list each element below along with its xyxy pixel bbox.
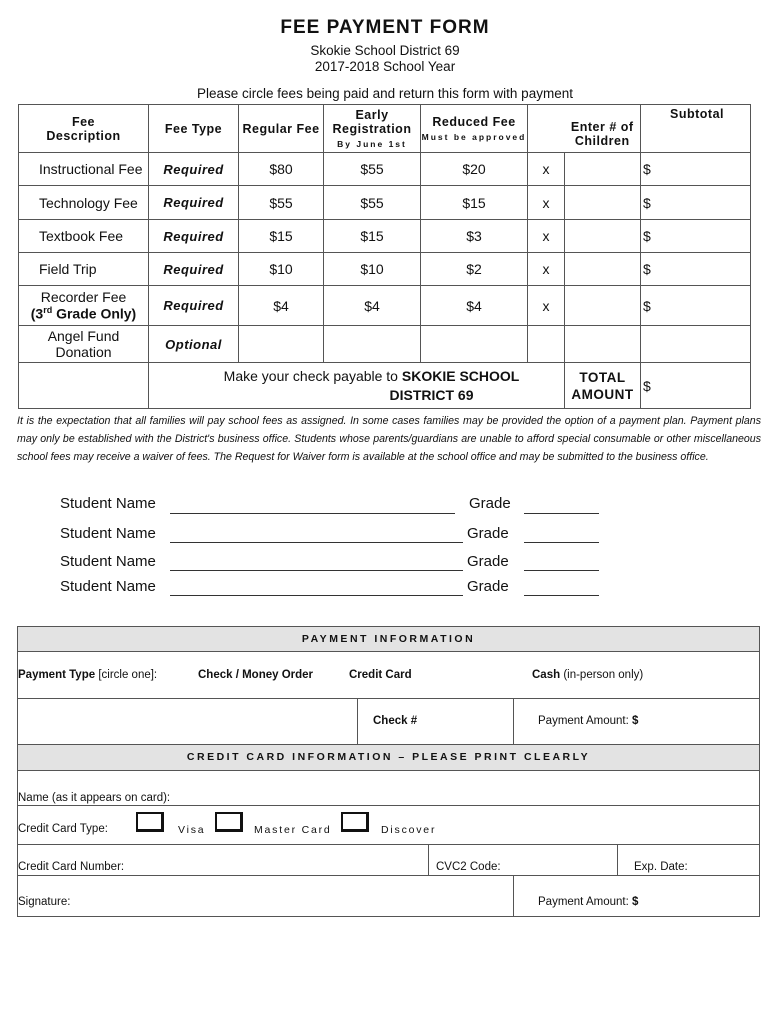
regular-fee[interactable]: $10 [239,253,324,286]
children-count-field[interactable] [565,253,641,286]
grade-label: Grade [467,525,509,542]
reduced-fee[interactable] [421,326,528,363]
reduced-fee[interactable]: $3 [421,220,528,253]
discover-label: Discover [381,824,437,836]
student-name-label: Student Name [60,495,156,512]
fee-row [19,326,751,363]
card-type-label: Credit Card Type: [18,823,108,835]
reduced-fee-label: Reduced Fee [432,115,516,129]
option-check-money-order[interactable]: Check / Money Order [198,669,314,681]
fee-description: Angel Fund Donation [19,326,149,363]
signature-row [17,875,760,917]
student-name-field[interactable] [170,594,463,596]
grade-field[interactable] [524,594,599,596]
subtotal-field[interactable]: $ [641,153,751,186]
subtotal-field[interactable]: $ [641,253,751,286]
payment-amount[interactable]: Payment Amount: $ [538,715,639,727]
fee-row [19,220,751,253]
regular-fee[interactable] [239,326,324,363]
mastercard-checkbox[interactable] [215,812,243,832]
check-number-label: Check # [373,715,418,727]
early-fee[interactable]: $55 [324,186,421,220]
fee-type: Required [149,186,239,220]
payment-info-header [17,626,760,652]
exp-date-label[interactable]: Exp. Date: [634,861,688,873]
col-enter-children: Enter # of Children [565,105,641,153]
subtotal-field[interactable]: $ [641,220,751,253]
total-amount-label: TOTAL AMOUNT [565,363,641,409]
fee-description-label: Recorder Fee [40,289,127,306]
regular-fee[interactable]: $80 [239,153,324,186]
signature-label[interactable]: Signature: [18,896,71,908]
subtotal-field[interactable]: $ [641,286,751,326]
early-registration-note: By June 1st [337,139,407,149]
multiply-sign: x [528,253,565,286]
card-name-label: Name (as it appears on card): [18,792,171,804]
card-payment-amount[interactable]: Payment Amount: $ [538,896,639,908]
mastercard-label: Master Card [254,824,332,836]
fee-instruction: Please circle fees being paid and return this form with payment [197,86,573,101]
credit-card-title: CREDIT CARD INFORMATION – PLEASE PRINT CLEARLY [186,751,591,763]
card-number-row [17,844,760,876]
payment-type-row [17,651,760,699]
early-fee[interactable]: $15 [324,220,421,253]
card-type-row [17,805,760,845]
fee-table-header [19,105,751,153]
reduced-fee[interactable]: $15 [421,186,528,220]
visa-label: Visa [178,824,206,836]
fee-row [19,253,751,286]
discover-checkbox[interactable] [341,812,369,832]
fee-type: Required [149,153,239,186]
card-name-row[interactable] [17,770,760,806]
district-name: Skokie School District 69 [310,43,460,58]
fee-type: Required [149,220,239,253]
page-title: FEE PAYMENT FORM [280,17,490,38]
school-year: 2017-2018 School Year [314,59,456,74]
grade-field[interactable] [524,569,599,571]
col-fee-description: Fee Description [19,105,149,153]
fee-row [19,286,751,326]
early-fee[interactable]: $55 [324,153,421,186]
early-fee[interactable]: $10 [324,253,421,286]
cvc-code-label[interactable]: CVC2 Code: [436,861,501,873]
grade-label: Grade [467,578,509,595]
grade-label: Grade [467,553,509,570]
fee-row [19,153,751,186]
option-credit-card[interactable]: Credit Card [349,669,412,681]
total-amount-field[interactable]: $ [641,363,751,409]
student-name-label: Student Name [60,553,156,570]
children-count-field[interactable] [565,326,641,363]
subtotal-field[interactable]: $ [641,186,751,220]
student-name-field[interactable] [170,541,463,543]
option-cash[interactable]: Cash (in-person only) [532,669,644,681]
reduced-fee[interactable]: $20 [421,153,528,186]
subtotal-field[interactable] [641,326,751,363]
col-fee-type: Fee Type [149,105,239,153]
col-reduced-fee [421,105,528,153]
card-number-label[interactable]: Credit Card Number: [18,861,125,873]
fee-type: Required [149,253,239,286]
fee-description: Technology Fee [19,186,149,220]
student-name-field[interactable] [170,512,455,514]
regular-fee[interactable]: $15 [239,220,324,253]
children-count-field[interactable] [565,220,641,253]
subtotal-label: Subtotal [670,107,724,121]
fee-description: Textbook Fee [19,220,149,253]
check-row [17,698,760,745]
early-registration-label: Early Registration [332,108,412,136]
early-fee[interactable]: $4 [324,286,421,326]
reduced-fee[interactable]: $2 [421,253,528,286]
multiply-sign: x [528,220,565,253]
multiply-sign: x [528,286,565,326]
payable-to: Make your check payable to SKOKIE SCHOOL DISTRICT 69 [149,363,565,409]
student-name-label: Student Name [60,578,156,595]
student-name-label: Student Name [60,525,156,542]
reduced-fee[interactable]: $4 [421,286,528,326]
fee-policy-notice: It is the expectation that all families will pay school fees as assigned. In some cases families may be provided the option of a payment plan. Payment plans may only be established with the District's business office. Students whose parents/guardians are unable to afford special consumable or other miscellaneous school fees may receive a waiver of fees. The Request for Waiver form is available at the school office and may be submitted to the business office. [17,415,761,463]
regular-fee[interactable]: $4 [239,286,324,326]
visa-checkbox[interactable] [136,812,164,832]
fee-description: Field Trip [19,253,149,286]
children-count-field[interactable] [565,186,641,220]
multiply-sign: x [528,186,565,220]
fee-row [19,186,751,220]
children-count-field[interactable] [565,286,641,326]
fee-description-note: (3rd Grade Only) [30,305,137,322]
col-subtotal [641,105,751,153]
grade-field[interactable] [524,512,599,514]
grade-field[interactable] [524,541,599,543]
payment-info-title: PAYMENT INFORMATION [301,633,476,645]
credit-card-header [17,744,760,771]
total-row [19,363,751,409]
multiply-sign: x [528,153,565,186]
fee-description [19,286,149,326]
fee-table [18,104,751,409]
reduced-fee-note: Must be approved [421,132,527,142]
col-regular-fee: Regular Fee [239,105,324,153]
fee-type: Optional [149,326,239,363]
early-fee[interactable] [324,326,421,363]
regular-fee[interactable]: $55 [239,186,324,220]
fee-type: Required [149,286,239,326]
payment-type-label: Payment Type [circle one]: [18,669,158,681]
col-early-registration [324,105,421,153]
grade-label: Grade [469,495,511,512]
fee-description: Instructional Fee [19,153,149,186]
student-name-field[interactable] [170,569,463,571]
children-count-field[interactable] [565,153,641,186]
